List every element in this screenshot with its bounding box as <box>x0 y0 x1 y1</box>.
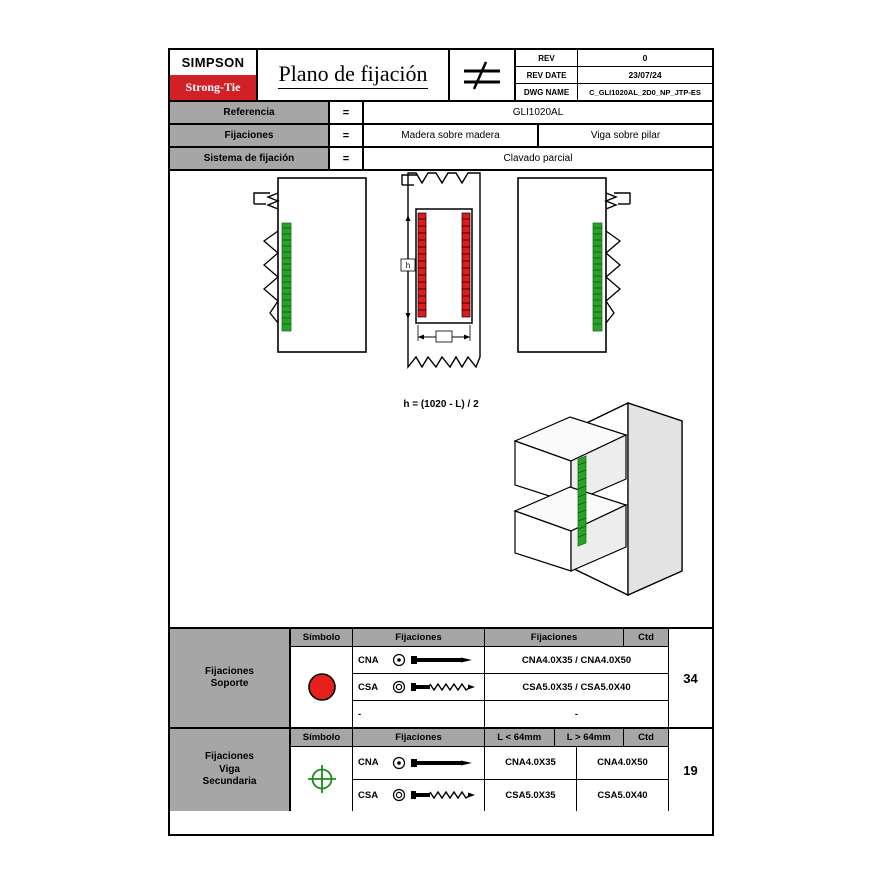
header-simbolo-2: Símbolo <box>291 729 353 746</box>
revdate-label: REV DATE <box>516 67 578 83</box>
meta-row-revdate <box>516 67 712 84</box>
info-row-referencia <box>170 102 712 125</box>
title-block <box>170 50 712 102</box>
company-logo <box>170 50 258 100</box>
fixing-code-cna: CNA <box>358 654 379 666</box>
info-eq-referencia: = <box>330 102 364 123</box>
center-front-view <box>401 173 480 367</box>
info-value-fijaciones-b: Viga sobre pilar <box>537 125 712 146</box>
fixing-desc-csa-lt64: CSA5.0X35 <box>485 780 577 812</box>
rev-value: 0 <box>642 53 648 63</box>
technical-drawing-area <box>170 171 712 629</box>
fixing-code-csa: CSA <box>358 681 379 693</box>
screw-head-icon <box>392 788 406 802</box>
info-label-sistema: Sistema de fijación <box>170 148 330 169</box>
meta-row-rev <box>516 50 712 67</box>
table-row <box>353 647 668 674</box>
info-eq-sistema: = <box>330 148 364 169</box>
dwgname-label: DWG NAME <box>516 84 578 100</box>
fixing-cell-empty <box>353 701 485 727</box>
nail-icon <box>410 653 476 667</box>
not-parallel-icon <box>450 50 516 100</box>
table-row <box>353 674 668 701</box>
meta-row-dwgname <box>516 84 712 100</box>
screw-head-icon <box>392 680 406 694</box>
fixings-support-header-row <box>291 629 668 647</box>
fixings-support-count: 34 <box>668 629 712 727</box>
table-row <box>353 701 668 727</box>
logo-strongtie-text: Strong-Tie <box>170 75 256 100</box>
screw-icon <box>410 680 476 694</box>
right-beam-view <box>518 178 630 352</box>
fixing-desc-empty: - <box>574 708 579 720</box>
fixing-desc-cna-gt64: CNA4.0X50 <box>597 757 648 769</box>
fixing-code-csa-2: CSA <box>358 789 379 801</box>
revdate-value: 23/07/24 <box>628 70 662 80</box>
nail-icon <box>410 756 476 770</box>
header-fijaciones-desc-1: Fijaciones <box>485 629 624 646</box>
info-row-fijaciones <box>170 125 712 148</box>
drawing-sheet <box>168 48 714 836</box>
header-fijaciones-1: Fijaciones <box>353 629 485 646</box>
fixing-desc-cna: CNA4.0X35 / CNA4.0X50 <box>521 654 632 666</box>
nail-head-icon <box>392 653 406 667</box>
red-circle-symbol <box>291 647 353 727</box>
fixings-table-support <box>170 629 712 729</box>
fixing-cell-csa <box>353 674 485 700</box>
fixings-support-label: Fijaciones Soporte <box>170 629 291 727</box>
header-fijaciones-2: Fijaciones <box>353 729 485 746</box>
info-row-sistema <box>170 148 712 171</box>
header-l-gt64: L > 64mm <box>555 729 625 746</box>
crosshair-symbol <box>291 747 353 811</box>
info-value-referencia: GLI1020AL <box>512 107 564 118</box>
fixing-cell-cna-2 <box>353 747 485 779</box>
header-ctd-1: Ctd <box>638 632 654 643</box>
dwgname-value: C_GLI1020AL_2D0_NP_JTP-ES <box>589 87 701 97</box>
info-eq-fijaciones: = <box>330 125 364 146</box>
fixing-desc-csa: CSA5.0X35 / CSA5.0X40 <box>522 681 631 693</box>
nail-head-icon <box>392 756 406 770</box>
info-label-referencia: Referencia <box>170 102 330 123</box>
fixing-cell-cna <box>353 647 485 673</box>
fixing-cell-csa-2 <box>353 780 485 812</box>
logo-simpson-text: SIMPSON <box>170 50 256 75</box>
fixing-desc-cna-lt64: CNA4.0X35 <box>485 747 577 779</box>
fixings-secondary-count: 19 <box>668 729 712 811</box>
sheet-metadata <box>516 50 712 100</box>
header-ctd-2: Ctd <box>638 732 654 743</box>
fixings-secondary-label: Fijaciones Viga Secundaria <box>170 729 291 811</box>
svg-text:h: h <box>405 261 411 270</box>
left-beam-view <box>254 178 366 352</box>
fixing-code-cna-2: CNA <box>358 757 379 769</box>
info-value-fijaciones-a: Madera sobre madera <box>401 130 500 141</box>
isometric-view <box>515 403 682 595</box>
sheet-title-text: Plano de fijación <box>278 61 427 89</box>
info-label-fijaciones: Fijaciones <box>170 125 330 146</box>
fixing-desc-csa-gt64: CSA5.0X40 <box>597 789 648 801</box>
screw-icon <box>410 788 476 802</box>
table-row <box>353 780 668 812</box>
table-row <box>353 747 668 780</box>
header-simbolo-1: Símbolo <box>291 629 353 646</box>
info-value-sistema: Clavado parcial <box>503 153 573 164</box>
fixings-secondary-header-row <box>291 729 668 747</box>
fixings-table-secondary-beam <box>170 729 712 811</box>
sheet-title <box>258 50 450 100</box>
rev-label: REV <box>516 50 578 66</box>
fixing-code-empty: - <box>358 708 362 720</box>
height-formula: h = (1020 - L) / 2 <box>403 399 479 410</box>
header-l-lt64: L < 64mm <box>485 729 555 746</box>
